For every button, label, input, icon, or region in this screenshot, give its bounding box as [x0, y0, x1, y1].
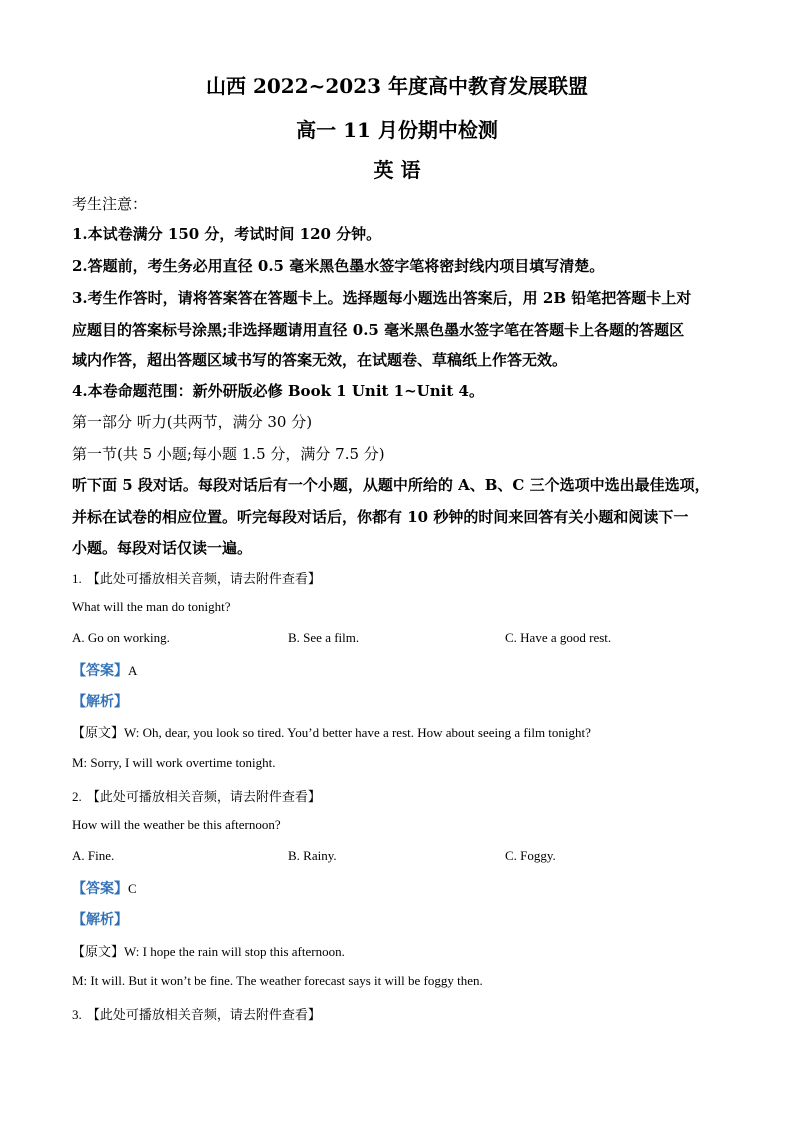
- answer-label: 【答案】: [72, 663, 128, 679]
- instructions-line: 小题。每段对话仅读一遍。: [72, 539, 253, 557]
- script-line: [72, 941, 724, 960]
- notice-item: 1.本试卷满分 150 分，考试时间 120 分钟。: [72, 225, 382, 243]
- option-c: C. Foggy.: [505, 848, 556, 863]
- option-b: B. See a film.: [288, 630, 360, 645]
- question-text: How will the weather be this afternoon?: [72, 817, 281, 832]
- option-c: C. Have a good rest.: [505, 630, 612, 645]
- script-line: [72, 722, 724, 741]
- audio-link[interactable]: 【此处可播放相关音频，请去附件查看】: [86, 1008, 321, 1023]
- subject-title: 英 语: [373, 158, 421, 182]
- answer-value: A: [128, 663, 138, 678]
- question-text: What will the man do tonight?: [72, 599, 231, 614]
- analysis-line: [72, 909, 724, 929]
- audio-link[interactable]: 【此处可播放相关音频，请去附件查看】: [86, 790, 321, 805]
- question-number: 2.: [72, 789, 82, 804]
- script-text: W: I hope the rain will stop this afternoon.: [124, 944, 345, 959]
- analysis-label: 【解析】: [72, 912, 128, 928]
- notice-item: 2.答题前，考生务必用直径 0.5 毫米黑色墨水签字笔将密封线内项目填写清楚。: [72, 257, 605, 275]
- question-number: 3.: [72, 1007, 82, 1022]
- original-label: 【原文】: [72, 945, 125, 960]
- script-text: W: Oh, dear, you look so tired. You’d better have a rest. How about seeing a film tonight?: [124, 725, 591, 740]
- option-b: B. Rainy.: [288, 848, 337, 863]
- option-a: A. Go on working.: [72, 630, 170, 645]
- question-header: [72, 568, 724, 587]
- script-text: M: Sorry, I will work overtime tonight.: [72, 755, 276, 770]
- answer-line: [72, 660, 724, 680]
- audio-link[interactable]: 【此处可播放相关音频，请去附件查看】: [86, 572, 321, 587]
- notice-heading: 考生注意：: [72, 195, 148, 213]
- analysis-line: [72, 691, 724, 711]
- instructions-line: 听下面 5 段对话。每段对话后有一个小题，从题中所给的 A、B、C 三个选项中选出最佳选项，: [72, 476, 710, 494]
- notice-item: 应题目的答案标号涂黑;非选择题请用直径 0.5 毫米黑色墨水签字笔在答题卡上各题的答题区: [72, 321, 685, 339]
- answer-label: 【答案】: [72, 881, 128, 897]
- exam-subtitle: 高一 11 月份期中检测: [296, 118, 498, 142]
- option-a: A. Fine.: [72, 848, 115, 863]
- notice-item: 4.本卷命题范围：新外研版必修 Book 1 Unit 1~Unit 4。: [72, 382, 484, 400]
- question-header: [72, 1004, 724, 1023]
- question-number: 1.: [72, 571, 82, 586]
- part-heading: 第一部分 听力(共两节，满分 30 分): [72, 413, 313, 431]
- exam-title: 山西 2022~2023 年度高中教育发展联盟: [205, 74, 588, 98]
- question-header: [72, 786, 724, 805]
- answer-line: [72, 878, 724, 898]
- instructions-line: 并标在试卷的相应位置。听完每段对话后，你都有 10 秒钟的时间来回答有关小题和阅读下一: [72, 508, 689, 526]
- script-text: M: It will. But it won’t be fine. The weather forecast says it will be foggy then.: [72, 973, 483, 988]
- answer-value: C: [128, 881, 137, 896]
- analysis-label: 【解析】: [72, 694, 128, 710]
- notice-item: 域内作答，超出答题区域书写的答案无效，在试题卷、草稿纸上作答无效。: [72, 351, 568, 369]
- original-label: 【原文】: [72, 726, 125, 741]
- section-heading: 第一节(共 5 小题;每小题 1.5 分，满分 7.5 分): [72, 445, 385, 463]
- notice-item: 3.考生作答时，请将答案答在答题卡上。选择题每小题选出答案后，用 2B 铅笔把答题卡上对: [72, 289, 692, 307]
